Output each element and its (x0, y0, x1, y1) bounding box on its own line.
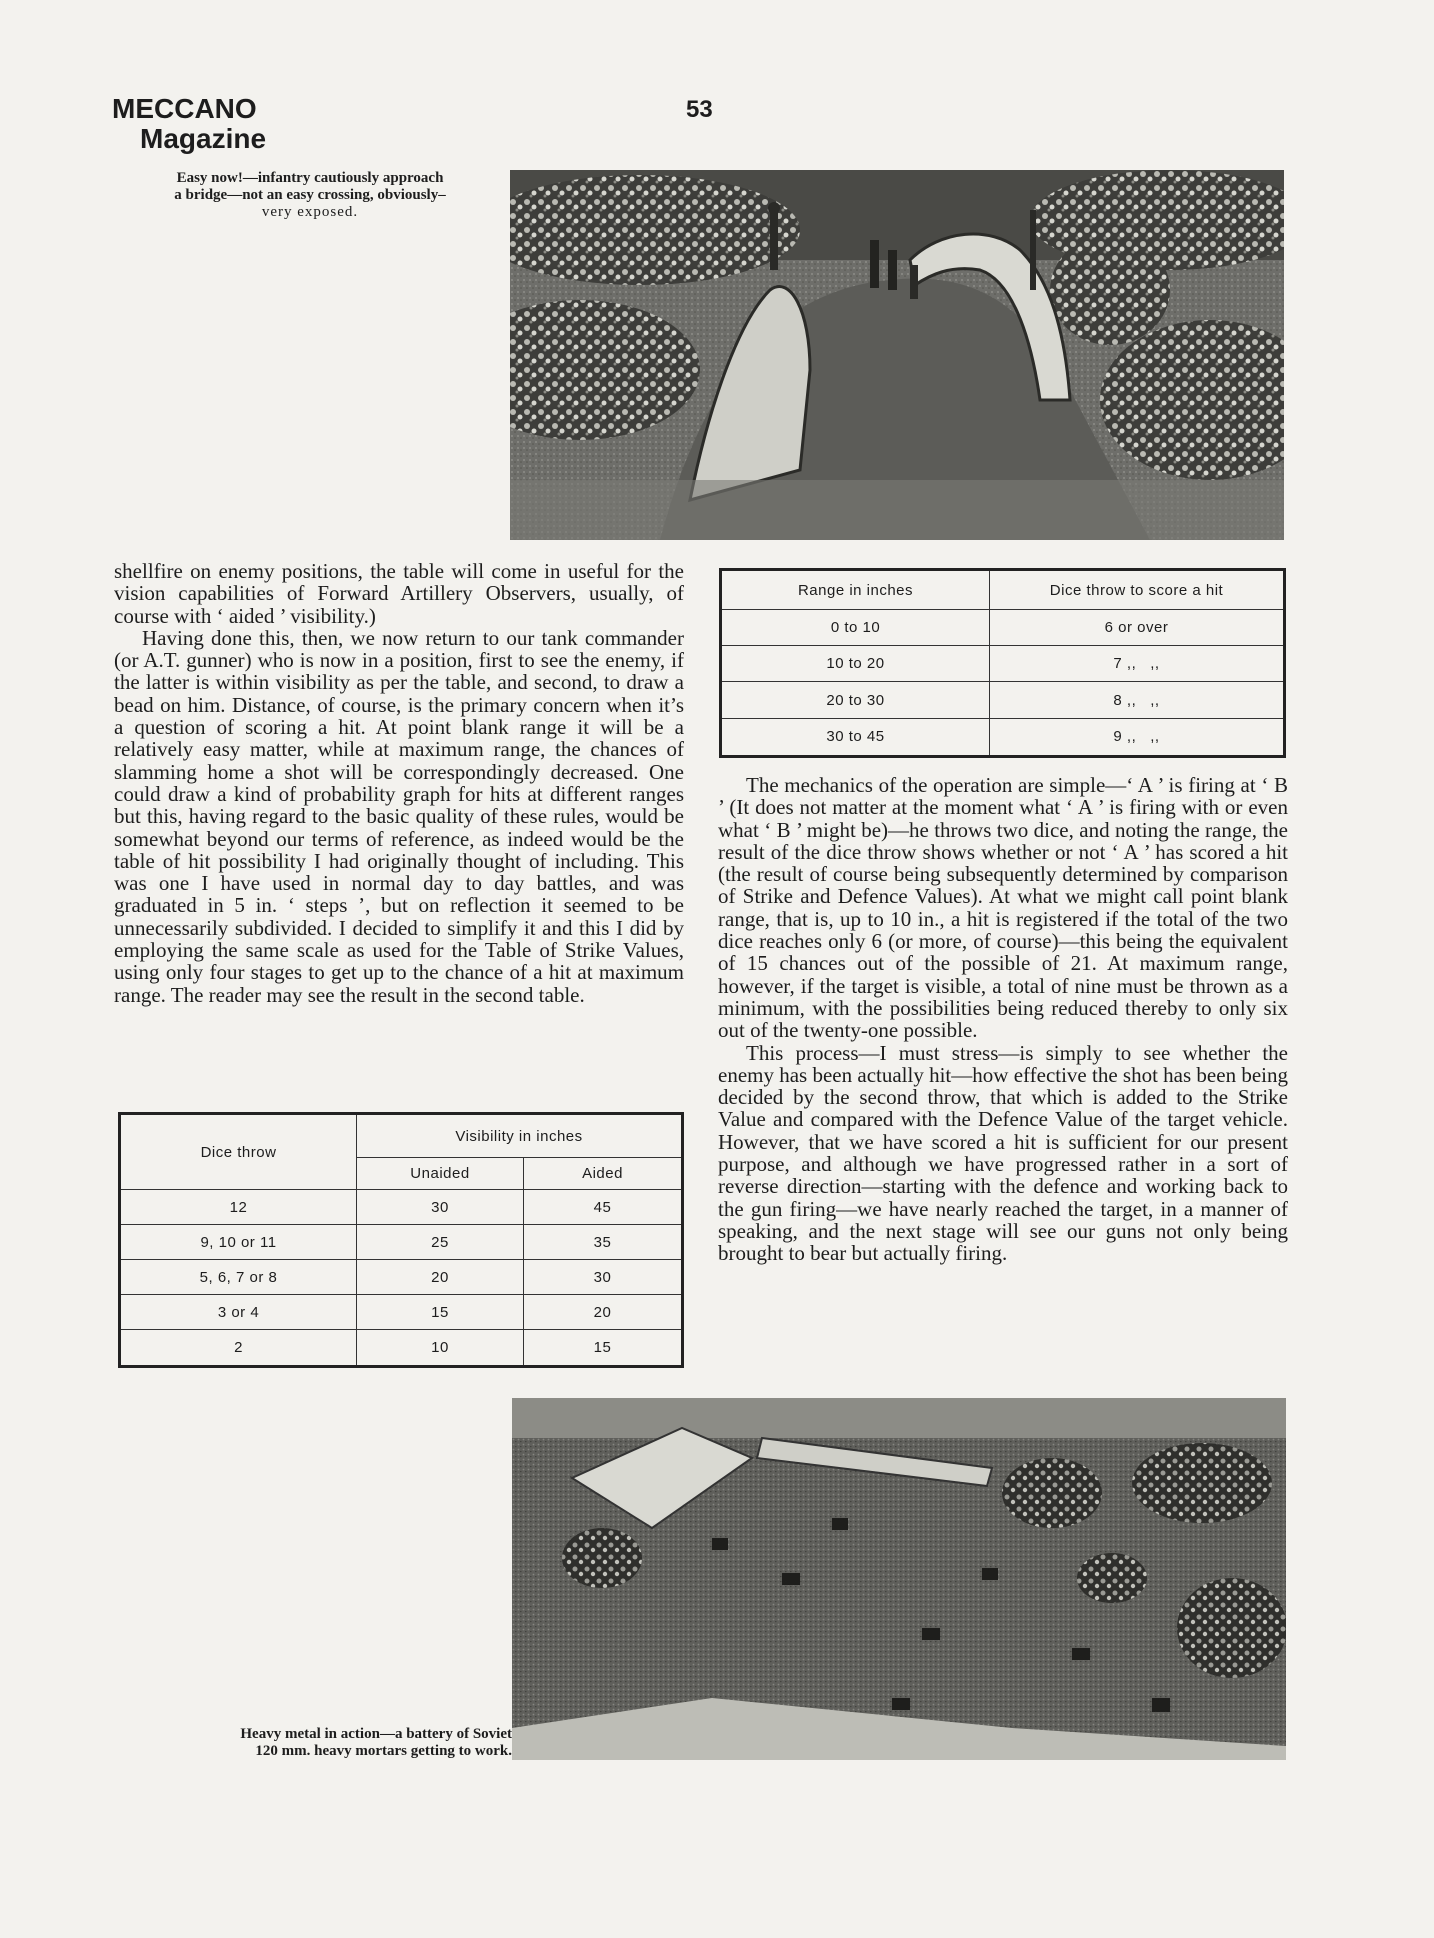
table-cell: 30 to 45 (721, 718, 990, 756)
table-cell: 15 (357, 1295, 524, 1330)
table-header-unaided: Unaided (357, 1158, 524, 1190)
caption-line: Easy now!—infantry cautiously approach (176, 170, 444, 186)
table-header-dice: Dice throw to score a hit (990, 570, 1285, 610)
table-cell: 20 to 30 (721, 682, 990, 718)
table-cell: 10 (357, 1330, 524, 1367)
caption-line: a bridge—not an easy crossing, obviously– (174, 187, 446, 203)
table-cell: 12 (120, 1190, 357, 1225)
table-header-dice-throw: Dice throw (120, 1114, 357, 1190)
table-header-aided: Aided (524, 1158, 683, 1190)
left-column-text (114, 560, 684, 1006)
table-cell: 2 (120, 1330, 357, 1367)
table-header-range: Range in inches (721, 570, 990, 610)
caption-line: 120 mm. heavy mortars getting to work. (255, 1743, 512, 1759)
table-cell: 35 (524, 1225, 683, 1260)
caption-line: very exposed. (261, 204, 359, 220)
table-cell: 25 (357, 1225, 524, 1260)
table-header-visibility: Visibility in inches (357, 1114, 683, 1158)
page-number: 53 (686, 96, 713, 123)
table-cell: 9 ,, ,, (990, 718, 1285, 756)
table-cell: 3 or 4 (120, 1295, 357, 1330)
table-cell: 10 to 20 (721, 646, 990, 682)
caption-line: Heavy metal in action—a battery of Soviet (240, 1726, 512, 1742)
bridge-photo (510, 170, 1284, 540)
table-cell: 9, 10 or 11 (120, 1225, 357, 1260)
range-hit-table (719, 568, 1286, 758)
table-cell: 15 (524, 1330, 683, 1367)
paragraph: shellfire on enemy positions, the table will come in useful for the vision capabilities of Forward Artillery Observers, usually, of course with ‘ aided ’ visibility.) (114, 559, 684, 628)
table-cell: 20 (357, 1260, 524, 1295)
table-cell: 0 to 10 (721, 610, 990, 646)
photo-top-caption (112, 170, 508, 221)
paragraph: Having done this, then, we now return to our tank commander (or A.T. gunner) who is now in a position, first to see the enemy, if the latter is within visibility as per the table, and second, to draw a bead on him. Distance, of course, is the primary concern when it’s a question of scoring a hit. At point blank range it will be a relatively easy matter, while at maximum range, the chances of slamming home a shot will be correspondingly decreased. One could draw a kind of probability graph for hits at different ranges but this, having regard to the basic quality of these rules, would be somewhat beyond our terms of reference, as indeed would be the table of hit possibility I had originally thought of including. This was one I have used in normal day to day battles, and was graduated in 5 in. ‘ steps ’, but on reflection it seemed to be unnecessarily subdivided. I decided to simplify it and this I did by employing the same scale as used for the Table of Strike Values, using only four stages to get up to the chance of a hit at maximum range. The reader may see the result in the second table. (114, 625, 684, 1007)
masthead-line-2: Magazine (140, 123, 267, 154)
table-cell: 20 (524, 1295, 683, 1330)
visibility-table (118, 1112, 684, 1368)
table-cell: 5, 6, 7 or 8 (120, 1260, 357, 1295)
table-cell: 30 (357, 1190, 524, 1225)
right-column-text (718, 774, 1288, 1265)
photo-bottom-caption (112, 1726, 512, 1760)
table-cell: 6 or over (990, 610, 1285, 646)
masthead (112, 94, 266, 154)
paragraph: This process—I must stress—is simply to see whether the enemy has been actually hit—how effective the shot has been being decided by the second throw, that which is added to the Strike Value and compared with the Defence Value of the target vehicle. However, that we have scored a hit is sufficient for our present purpose, and although we have progressed rather in a sort of reverse direction—starting with the defence and working back to the gun firing—we have nearly reached the target, in a manner of speaking, and the next stage will see our guns not only being brought to bear but actually firing. (718, 1040, 1288, 1266)
mortar-battery-photo (512, 1398, 1286, 1760)
table-cell: 8 ,, ,, (990, 682, 1285, 718)
table-cell: 30 (524, 1260, 683, 1295)
paragraph: The mechanics of the operation are simple—‘ A ’ is firing at ‘ B ’ (It does not matter at the moment what ‘ A ’ is firing with or even what ‘ B ’ might be)—he throws two dice, and noting the range, the result of the dice throw shows whether or not ‘ A ’ has scored a hit (the result of course being subsequently determined by comparison of Strike and Defence Values). At what we might call point blank range, that is, up to 10 in., a hit is registered if the total of the two dice reaches only 6 (or more, of course)—this being the equivalent of 15 chances out of the possible of 21. At maximum range, however, if the target is visible, a total of nine must be thrown as a minimum, with the possibilities being reduced thereby to only six out of the twenty-one possible. (718, 773, 1288, 1043)
table-cell: 7 ,, ,, (990, 646, 1285, 682)
table-cell: 45 (524, 1190, 683, 1225)
masthead-line-1: MECCANO (112, 93, 257, 124)
